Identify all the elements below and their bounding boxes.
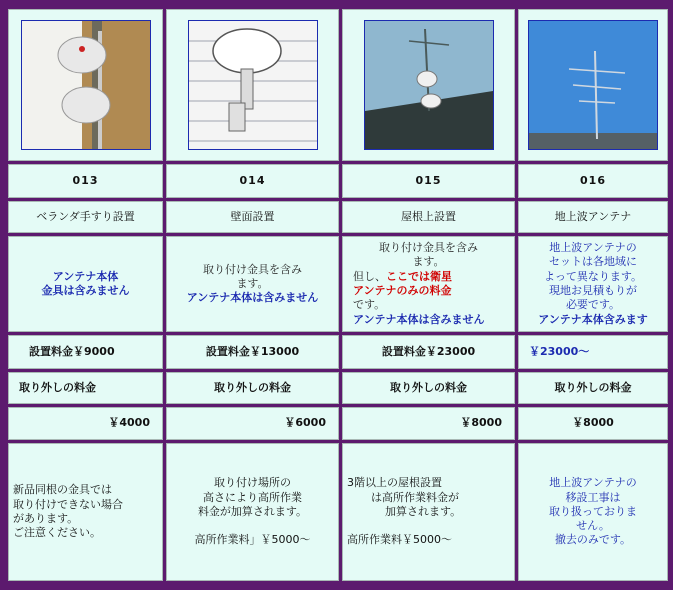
wall-mount-dish-photo: [188, 20, 318, 150]
note-line: は高所作業料金が: [371, 490, 459, 504]
desc-line: 地上波アンテナの: [549, 241, 637, 255]
item-name: 壁面設置: [166, 201, 339, 233]
item-code: 015: [342, 164, 515, 198]
removal-price: ￥6000: [166, 407, 339, 440]
install-price: ￥23000～: [518, 335, 668, 369]
photo-row: [8, 9, 668, 161]
desc-line: セットは各地域に: [549, 255, 637, 269]
removal-label: 取り外しの料金: [8, 372, 163, 404]
item-description: [342, 236, 515, 332]
desc-line: アンテナ本体は含みません: [353, 312, 485, 326]
item-name: 屋根上設置: [342, 201, 515, 233]
note-line: 取り扱っておりま: [549, 504, 637, 518]
terrestrial-antenna-photo: [528, 20, 658, 150]
desc-line: ます。: [412, 255, 445, 269]
desc-line: アンテナ本体: [52, 269, 119, 283]
note-line: 3階以上の屋根設置: [347, 476, 442, 490]
removal-price: ￥8000: [518, 407, 668, 440]
note-line: 加算されます。: [385, 504, 462, 518]
note-line: 高所作業料￥5000～: [347, 533, 452, 547]
item-code: 014: [166, 164, 339, 198]
install-price: 設置料金￥9000: [8, 335, 163, 369]
desc-line: 取り付け金具を含み: [203, 262, 302, 276]
desc-line: ます。: [236, 276, 269, 290]
desc-fragment: ここでは衛星: [386, 269, 452, 283]
note-row: [8, 443, 668, 581]
note-line: 地上波アンテナの: [549, 476, 637, 490]
desc-line: 金具は含みません: [41, 284, 130, 297]
item-code: 016: [518, 164, 668, 198]
note-line: 高さにより高所作業: [203, 490, 302, 504]
removal-label: 取り外しの料金: [518, 372, 668, 404]
desc-line-mixed: [347, 270, 510, 284]
desc-line: 現地お見積もりが: [549, 284, 637, 297]
removal-label: 取り外しの料金: [166, 372, 339, 404]
code-row: [8, 164, 668, 198]
note-line: [171, 519, 334, 533]
note-line: 高所作業料」￥5000～: [194, 533, 311, 547]
desc-line: アンテナ本体は含みません: [186, 291, 319, 305]
item-note: [342, 443, 515, 581]
item-note: [518, 443, 668, 581]
desc-line: よって異なります。: [543, 269, 643, 283]
item-name: 地上波アンテナ: [518, 201, 668, 233]
desc-line: アンテナのみの料金: [353, 284, 452, 297]
removal-label-row: [8, 372, 668, 404]
note-line: せん。: [576, 519, 610, 533]
removal-price: ￥8000: [342, 407, 515, 440]
item-description: [518, 236, 668, 332]
item-name: ベランダ手すり設置: [8, 201, 163, 233]
photo-cell-016: [518, 9, 668, 161]
item-code: 013: [8, 164, 163, 198]
photo-cell-014: [166, 9, 339, 161]
note-line: [347, 519, 510, 533]
desc-line: です。: [353, 298, 386, 312]
description-row: [8, 236, 668, 332]
antenna-price-table: [5, 6, 671, 584]
note-line: 新品同根の金具では: [13, 483, 112, 497]
item-description: [8, 236, 163, 332]
note-line: 取り付け場所の: [214, 476, 291, 490]
item-description: [166, 236, 339, 332]
note-line: 移設工事は: [565, 490, 621, 504]
photo-cell-015: [342, 9, 515, 161]
photo-cell-013: [8, 9, 163, 161]
install-price-row: [8, 335, 668, 369]
removal-label: 取り外しの料金: [342, 372, 515, 404]
install-price: 設置料金￥13000: [166, 335, 339, 369]
roof-dish-antenna-photo: [364, 20, 494, 150]
item-note: [8, 443, 163, 581]
desc-fragment: 但し、: [353, 269, 386, 283]
note-line: 撤去のみです。: [554, 533, 632, 547]
removal-price-row: [8, 407, 668, 440]
note-line: があります。: [13, 512, 79, 525]
balcony-dish-antenna-photo: [21, 20, 151, 150]
install-price: 設置料金￥23000: [342, 335, 515, 369]
removal-price: ￥4000: [8, 407, 163, 440]
name-row: [8, 201, 668, 233]
desc-line: 必要です。: [565, 298, 621, 312]
note-line: 料金が加算されます。: [197, 504, 308, 518]
desc-line: 取り付け金具を含み: [379, 241, 478, 255]
note-line: 取り付けできない場合: [13, 497, 123, 511]
item-note: [166, 443, 339, 581]
desc-line: アンテナ本体含みます: [538, 312, 648, 326]
note-line: ご注意ください。: [13, 526, 101, 540]
